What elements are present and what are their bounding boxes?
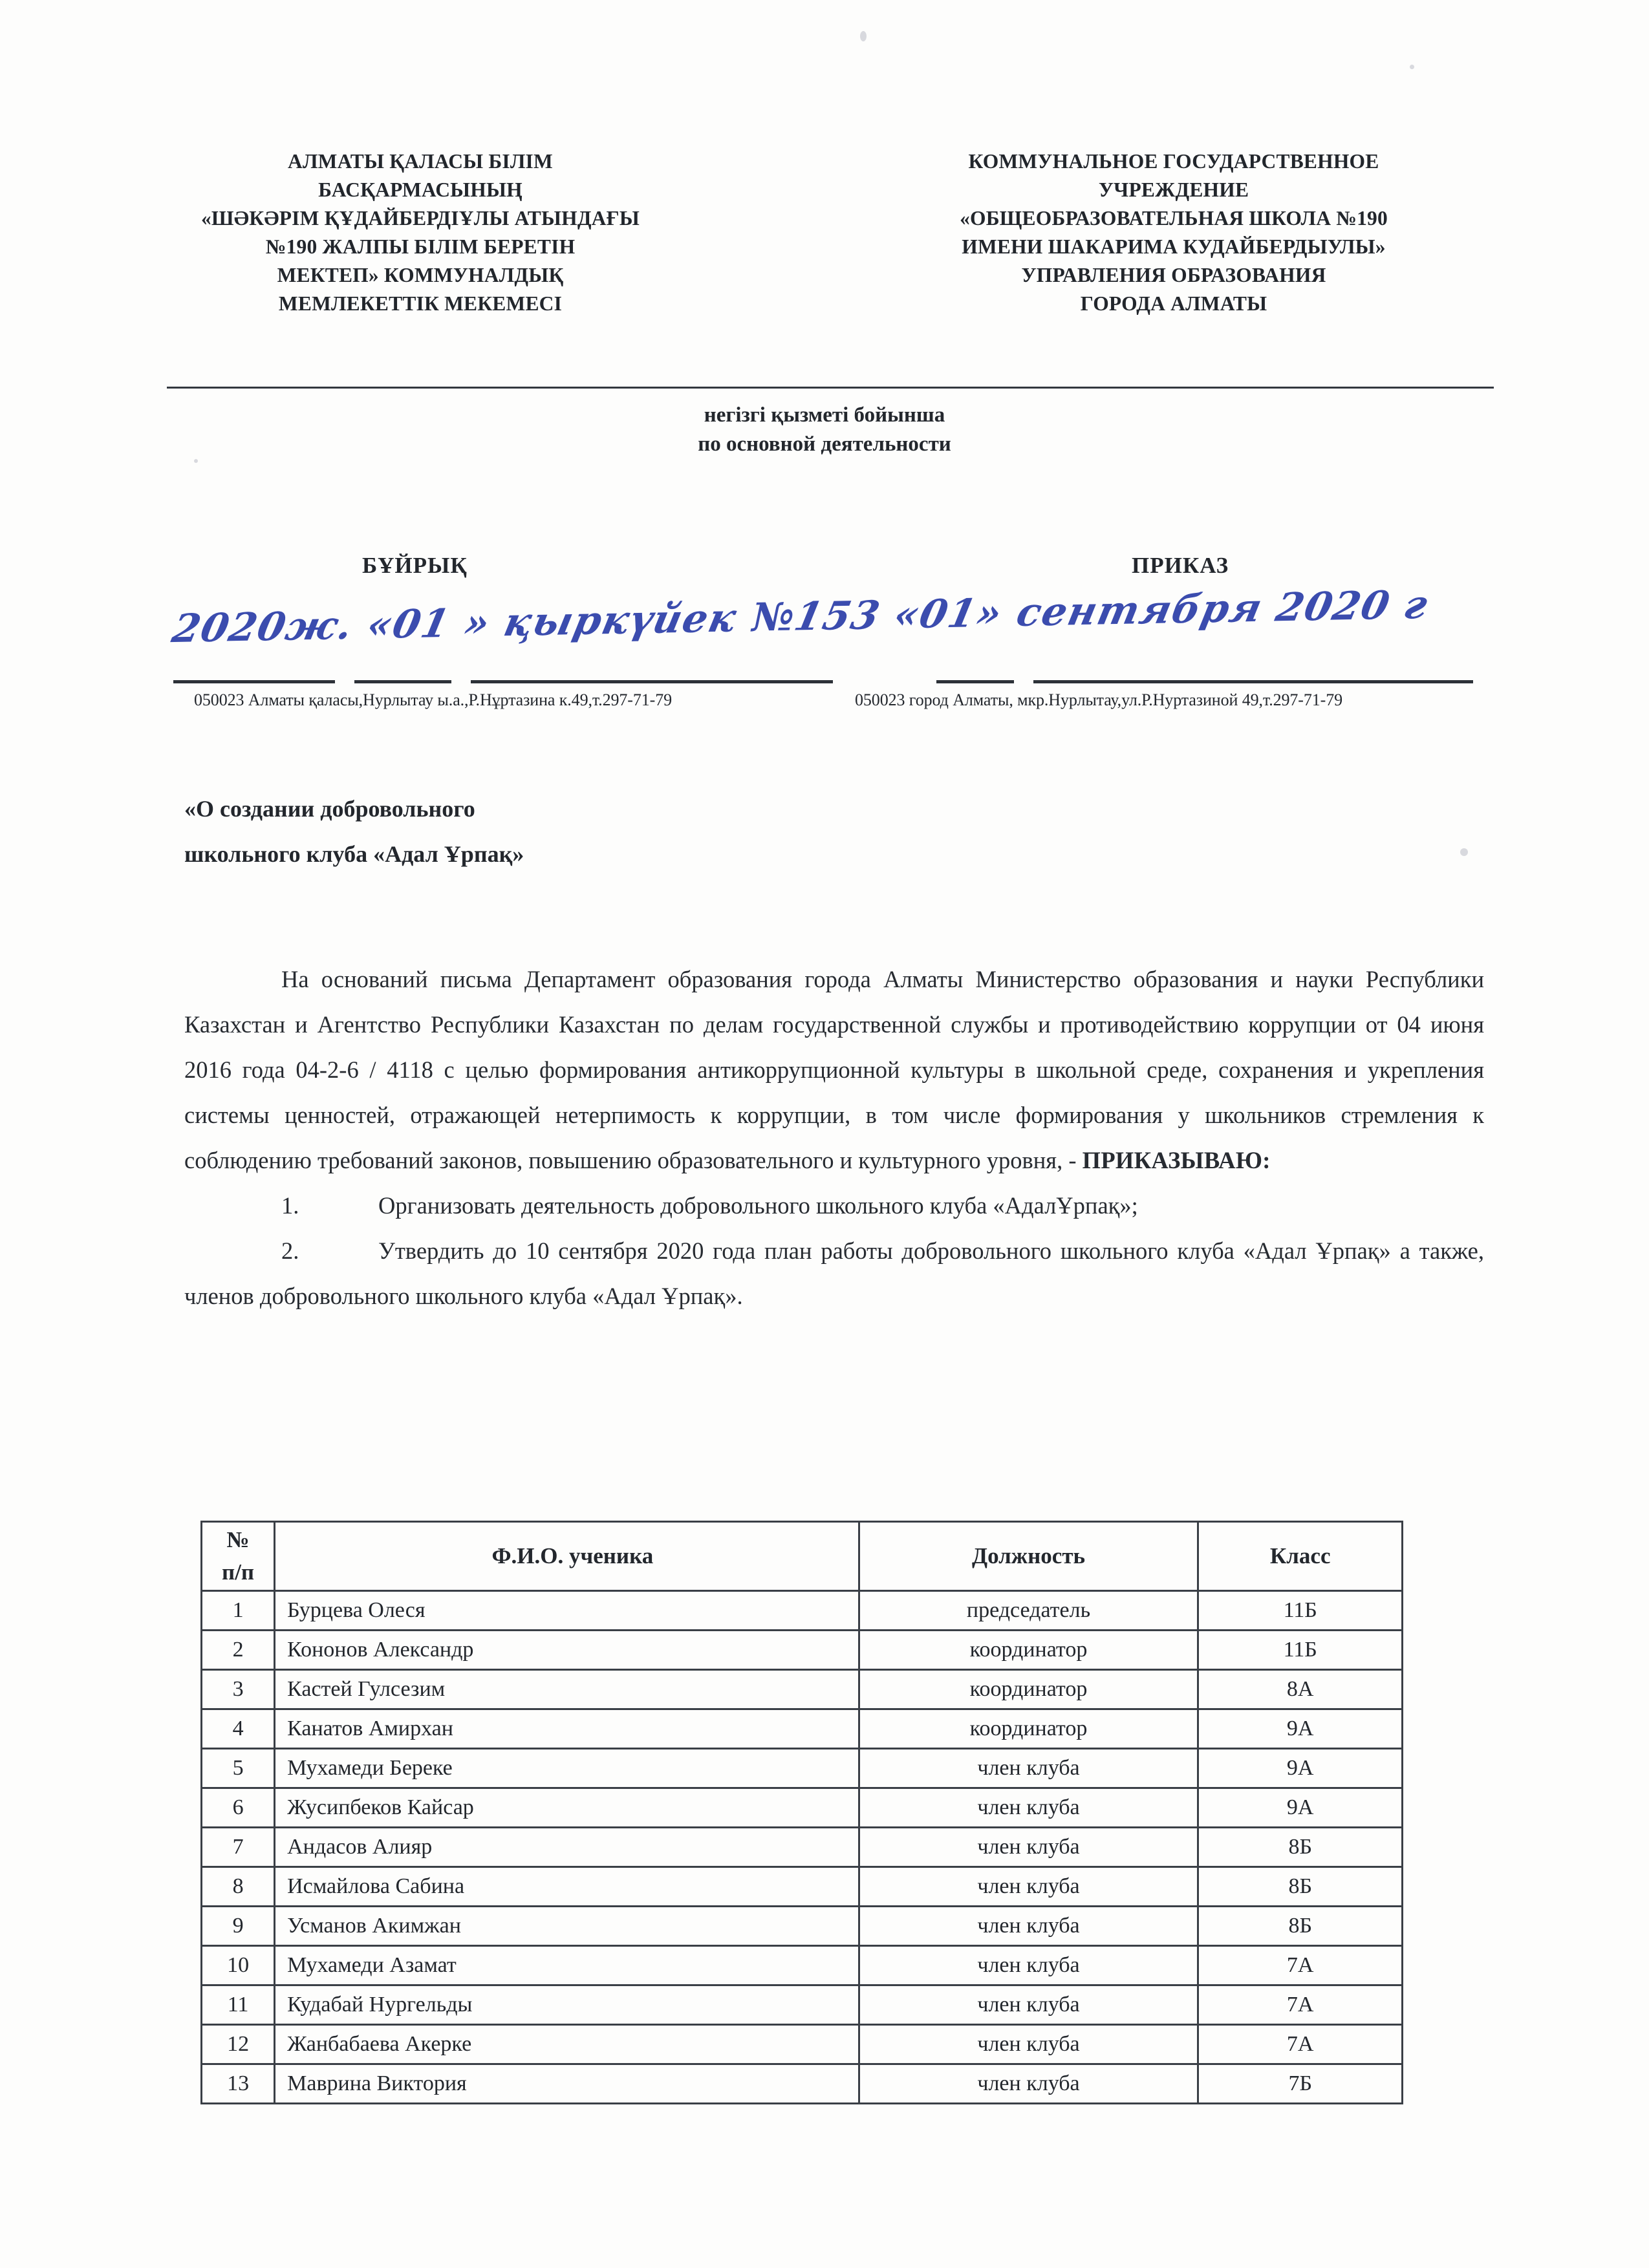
- letterhead-russian-line: ИМЕНИ ШАКАРИМА КУДАЙБЕРДЫУЛЫ»: [962, 235, 1386, 258]
- body-intro-text: На оснований письма Департамент образования города Алматы Министерство образования и науки Республики Казахстан и Агентство Республики Казахстан по делам государственной службы и противодействию коррупции от 04 июня 2016 года 04-2-6 / 4118 с целью формирования антикоррупционной культуры в школьной среде, сохранения и укрепления системы ценностей, отражающей нетерпимость к коррупции, в том числе формирования у школьников стремления к соблюдению требований законов, повышению образовательного и культурного уровня, -: [184, 966, 1484, 1173]
- scan-speck: [194, 459, 198, 463]
- cell-class: 7Б: [1198, 2064, 1403, 2104]
- letterhead-kazakh-line: №190 ЖАЛПЫ БІЛІМ БЕРЕТІН: [265, 235, 576, 258]
- scan-speck: [860, 31, 867, 41]
- cell-role: координатор: [859, 1670, 1198, 1709]
- letterhead-kazakh-line: «ШӘКӘРІМ ҚҰДАЙБЕРДІҰЛЫ АТЫНДАҒЫ: [200, 207, 640, 230]
- column-header-number-line1: №: [226, 1527, 250, 1552]
- handwritten-year-suffix-russian: г: [1399, 582, 1433, 628]
- handwritten-day-russian: «01»: [890, 590, 1008, 638]
- cell-number: 7: [202, 1828, 275, 1867]
- cell-role: член клуба: [859, 1788, 1198, 1828]
- cell-role: член клуба: [859, 1907, 1198, 1946]
- letterhead-divider: [167, 387, 1494, 389]
- cell-role: член клуба: [859, 1867, 1198, 1907]
- cell-number: 2: [202, 1631, 275, 1670]
- cell-class: 11Б: [1198, 1591, 1403, 1631]
- table-row: [202, 1709, 1403, 1749]
- document-body: [184, 957, 1484, 1319]
- cell-class: 7А: [1198, 1985, 1403, 2025]
- table-row: [202, 1670, 1403, 1709]
- cell-number: 9: [202, 1907, 275, 1946]
- cell-role: координатор: [859, 1709, 1198, 1749]
- handwritten-number-label: №: [746, 594, 800, 641]
- handwritten-date-line: [168, 581, 1474, 678]
- order-heading-russian: ПРИКАЗ: [1132, 553, 1229, 578]
- cell-role: член клуба: [859, 1946, 1198, 1985]
- body-intro-paragraph: [184, 957, 1484, 1183]
- body-command-word: ПРИКАЗЫВАЮ:: [1082, 1147, 1271, 1173]
- handwritten-month-russian: сентября: [1012, 585, 1267, 636]
- roster-table: [200, 1521, 1403, 2104]
- letterhead-kazakh-line: БАСҚАРМАСЫНЫҢ: [318, 178, 523, 201]
- cell-number: 1: [202, 1591, 275, 1631]
- body-item-2-number: 2.: [281, 1237, 299, 1264]
- cell-class: 7А: [1198, 2025, 1403, 2064]
- table-row: [202, 1985, 1403, 2025]
- cell-class: 11Б: [1198, 1631, 1403, 1670]
- letterhead-russian-line: УЧРЕЖДЕНИЕ: [1098, 178, 1249, 201]
- roster-table-head: [202, 1522, 1403, 1591]
- handwritten-number-value: 153: [790, 592, 885, 640]
- handwritten-month-kazakh: қыркүйек: [500, 595, 742, 646]
- cell-number: 11: [202, 1985, 275, 2025]
- cell-class: 7А: [1198, 1946, 1403, 1985]
- cell-role: член клуба: [859, 1749, 1198, 1788]
- cell-number: 12: [202, 2025, 275, 2064]
- subject-line-2: школьного клуба «Адал Ұрпақ»: [184, 841, 524, 867]
- body-item-1-text: Организовать деятельность добровольного школьного клуба «АдалҰрпақ»;: [378, 1192, 1138, 1219]
- table-header-row: [202, 1522, 1403, 1591]
- handwritten-year-kazakh: 2020ж.: [168, 603, 358, 652]
- subtitle-russian: по основной деятельности: [698, 433, 951, 456]
- cell-role: член клуба: [859, 1985, 1198, 2025]
- scan-speck: [1460, 848, 1468, 856]
- letterhead-russian-line: КОММУНАЛЬНОЕ ГОСУДАРСТВЕННОЕ: [968, 150, 1379, 173]
- cell-number: 4: [202, 1709, 275, 1749]
- table-row: [202, 1907, 1403, 1946]
- cell-name: Исмайлова Сабина: [275, 1867, 859, 1907]
- body-item-1: [184, 1183, 1484, 1228]
- column-header-class: Класс: [1198, 1522, 1403, 1591]
- letterhead-kazakh: [165, 147, 676, 318]
- letterhead-kazakh-line: МЕМЛЕКЕТТІК МЕКЕМЕСІ: [278, 292, 563, 315]
- subtitle-kazakh: негізгі қызметі бойынша: [704, 403, 945, 427]
- cell-name: Маврина Виктория: [275, 2064, 859, 2104]
- table-row: [202, 1631, 1403, 1670]
- body-item-1-number: 1.: [281, 1192, 299, 1219]
- letterhead-russian: [850, 147, 1497, 318]
- body-item-2-text: Утвердить до 10 сентября 2020 года план работы добровольного школьного клуба «Адал Ұрпақ» а также, членов добровольного школьного клуба «Адал Ұрпақ».: [184, 1237, 1484, 1309]
- cell-name: Мухамеди Береке: [275, 1749, 859, 1788]
- cell-name: Бурцева Олеся: [275, 1591, 859, 1631]
- cell-name: Кастей Гулсезим: [275, 1670, 859, 1709]
- cell-name: Мухамеди Азамат: [275, 1946, 859, 1985]
- cell-name: Усманов Акимжан: [275, 1907, 859, 1946]
- roster-table-wrapper: [200, 1521, 1403, 2104]
- cell-name: Канатов Амирхан: [275, 1709, 859, 1749]
- document-subtitle: [0, 401, 1649, 459]
- cell-class: 9А: [1198, 1788, 1403, 1828]
- cell-class: 8Б: [1198, 1907, 1403, 1946]
- letterhead-russian-line: УПРАВЛЕНИЯ ОБРАЗОВАНИЯ: [1021, 264, 1326, 286]
- table-row: [202, 2025, 1403, 2064]
- letterhead: [165, 147, 1497, 318]
- cell-role: член клуба: [859, 1828, 1198, 1867]
- letterhead-kazakh-line: АЛМАТЫ ҚАЛАСЫ БІЛІМ: [288, 150, 553, 173]
- cell-role: председатель: [859, 1591, 1198, 1631]
- day-field-underline-russian: [1033, 680, 1473, 683]
- cell-role: член клуба: [859, 2025, 1198, 2064]
- scan-speck: [1410, 65, 1414, 69]
- cell-number: 6: [202, 1788, 275, 1828]
- address-kazakh: 050023 Алматы қаласы,Нурлытау ы.а.,Р.Нұртазина к.49,т.297-71-79: [194, 690, 672, 709]
- cell-class: 8А: [1198, 1670, 1403, 1709]
- cell-class: 9А: [1198, 1709, 1403, 1749]
- cell-role: координатор: [859, 1631, 1198, 1670]
- table-row: [202, 1946, 1403, 1985]
- handwritten-day-close-kazakh: »: [460, 600, 495, 647]
- letterhead-russian-line: ГОРОДА АЛМАТЫ: [1080, 292, 1267, 315]
- day-field-underline: [354, 680, 451, 683]
- cell-class: 8Б: [1198, 1828, 1403, 1867]
- cell-role: член клуба: [859, 2064, 1198, 2104]
- handwritten-day-open-kazakh: «01: [363, 601, 455, 648]
- letterhead-kazakh-line: МЕКТЕП» КОММУНАЛДЫҚ: [277, 264, 564, 286]
- table-row: [202, 1788, 1403, 1828]
- cell-number: 8: [202, 1867, 275, 1907]
- cell-number: 5: [202, 1749, 275, 1788]
- table-row: [202, 1591, 1403, 1631]
- order-heading-kazakh: БҰЙРЫҚ: [362, 553, 468, 578]
- date-field-underline: [173, 680, 335, 683]
- column-header-number-line2: п/п: [222, 1559, 255, 1585]
- table-row: [202, 1749, 1403, 1788]
- address-russian: 050023 город Алматы, мкр.Нурлытау,ул.Р.Нуртазиной 49,т.297-71-79: [855, 690, 1343, 709]
- body-item-2: [184, 1228, 1484, 1319]
- column-header-role: Должность: [859, 1522, 1198, 1591]
- column-header-name: Ф.И.О. ученика: [275, 1522, 859, 1591]
- document-subject: [184, 786, 524, 877]
- cell-name: Кудабай Нургельды: [275, 1985, 859, 2025]
- letterhead-russian-line: «ОБЩЕОБРАЗОВАТЕЛЬНАЯ ШКОЛА №190: [960, 207, 1388, 230]
- cell-name: Андасов Алияр: [275, 1828, 859, 1867]
- cell-number: 3: [202, 1670, 275, 1709]
- table-row: [202, 2064, 1403, 2104]
- table-row: [202, 1828, 1403, 1867]
- cell-name: Кононов Александр: [275, 1631, 859, 1670]
- cell-number: 10: [202, 1946, 275, 1985]
- number-field-underline: [936, 680, 1014, 683]
- table-row: [202, 1867, 1403, 1907]
- cell-class: 8Б: [1198, 1867, 1403, 1907]
- subject-line-1: «О создании добровольного: [184, 796, 475, 822]
- cell-name: Жусипбеков Кайсар: [275, 1788, 859, 1828]
- month-field-underline: [471, 680, 833, 683]
- cell-number: 13: [202, 2064, 275, 2104]
- handwritten-year-russian: 2020: [1272, 583, 1395, 631]
- cell-name: Жанбабаева Акерке: [275, 2025, 859, 2064]
- column-header-number: [202, 1522, 275, 1591]
- cell-class: 9А: [1198, 1749, 1403, 1788]
- roster-table-body: [202, 1591, 1403, 2104]
